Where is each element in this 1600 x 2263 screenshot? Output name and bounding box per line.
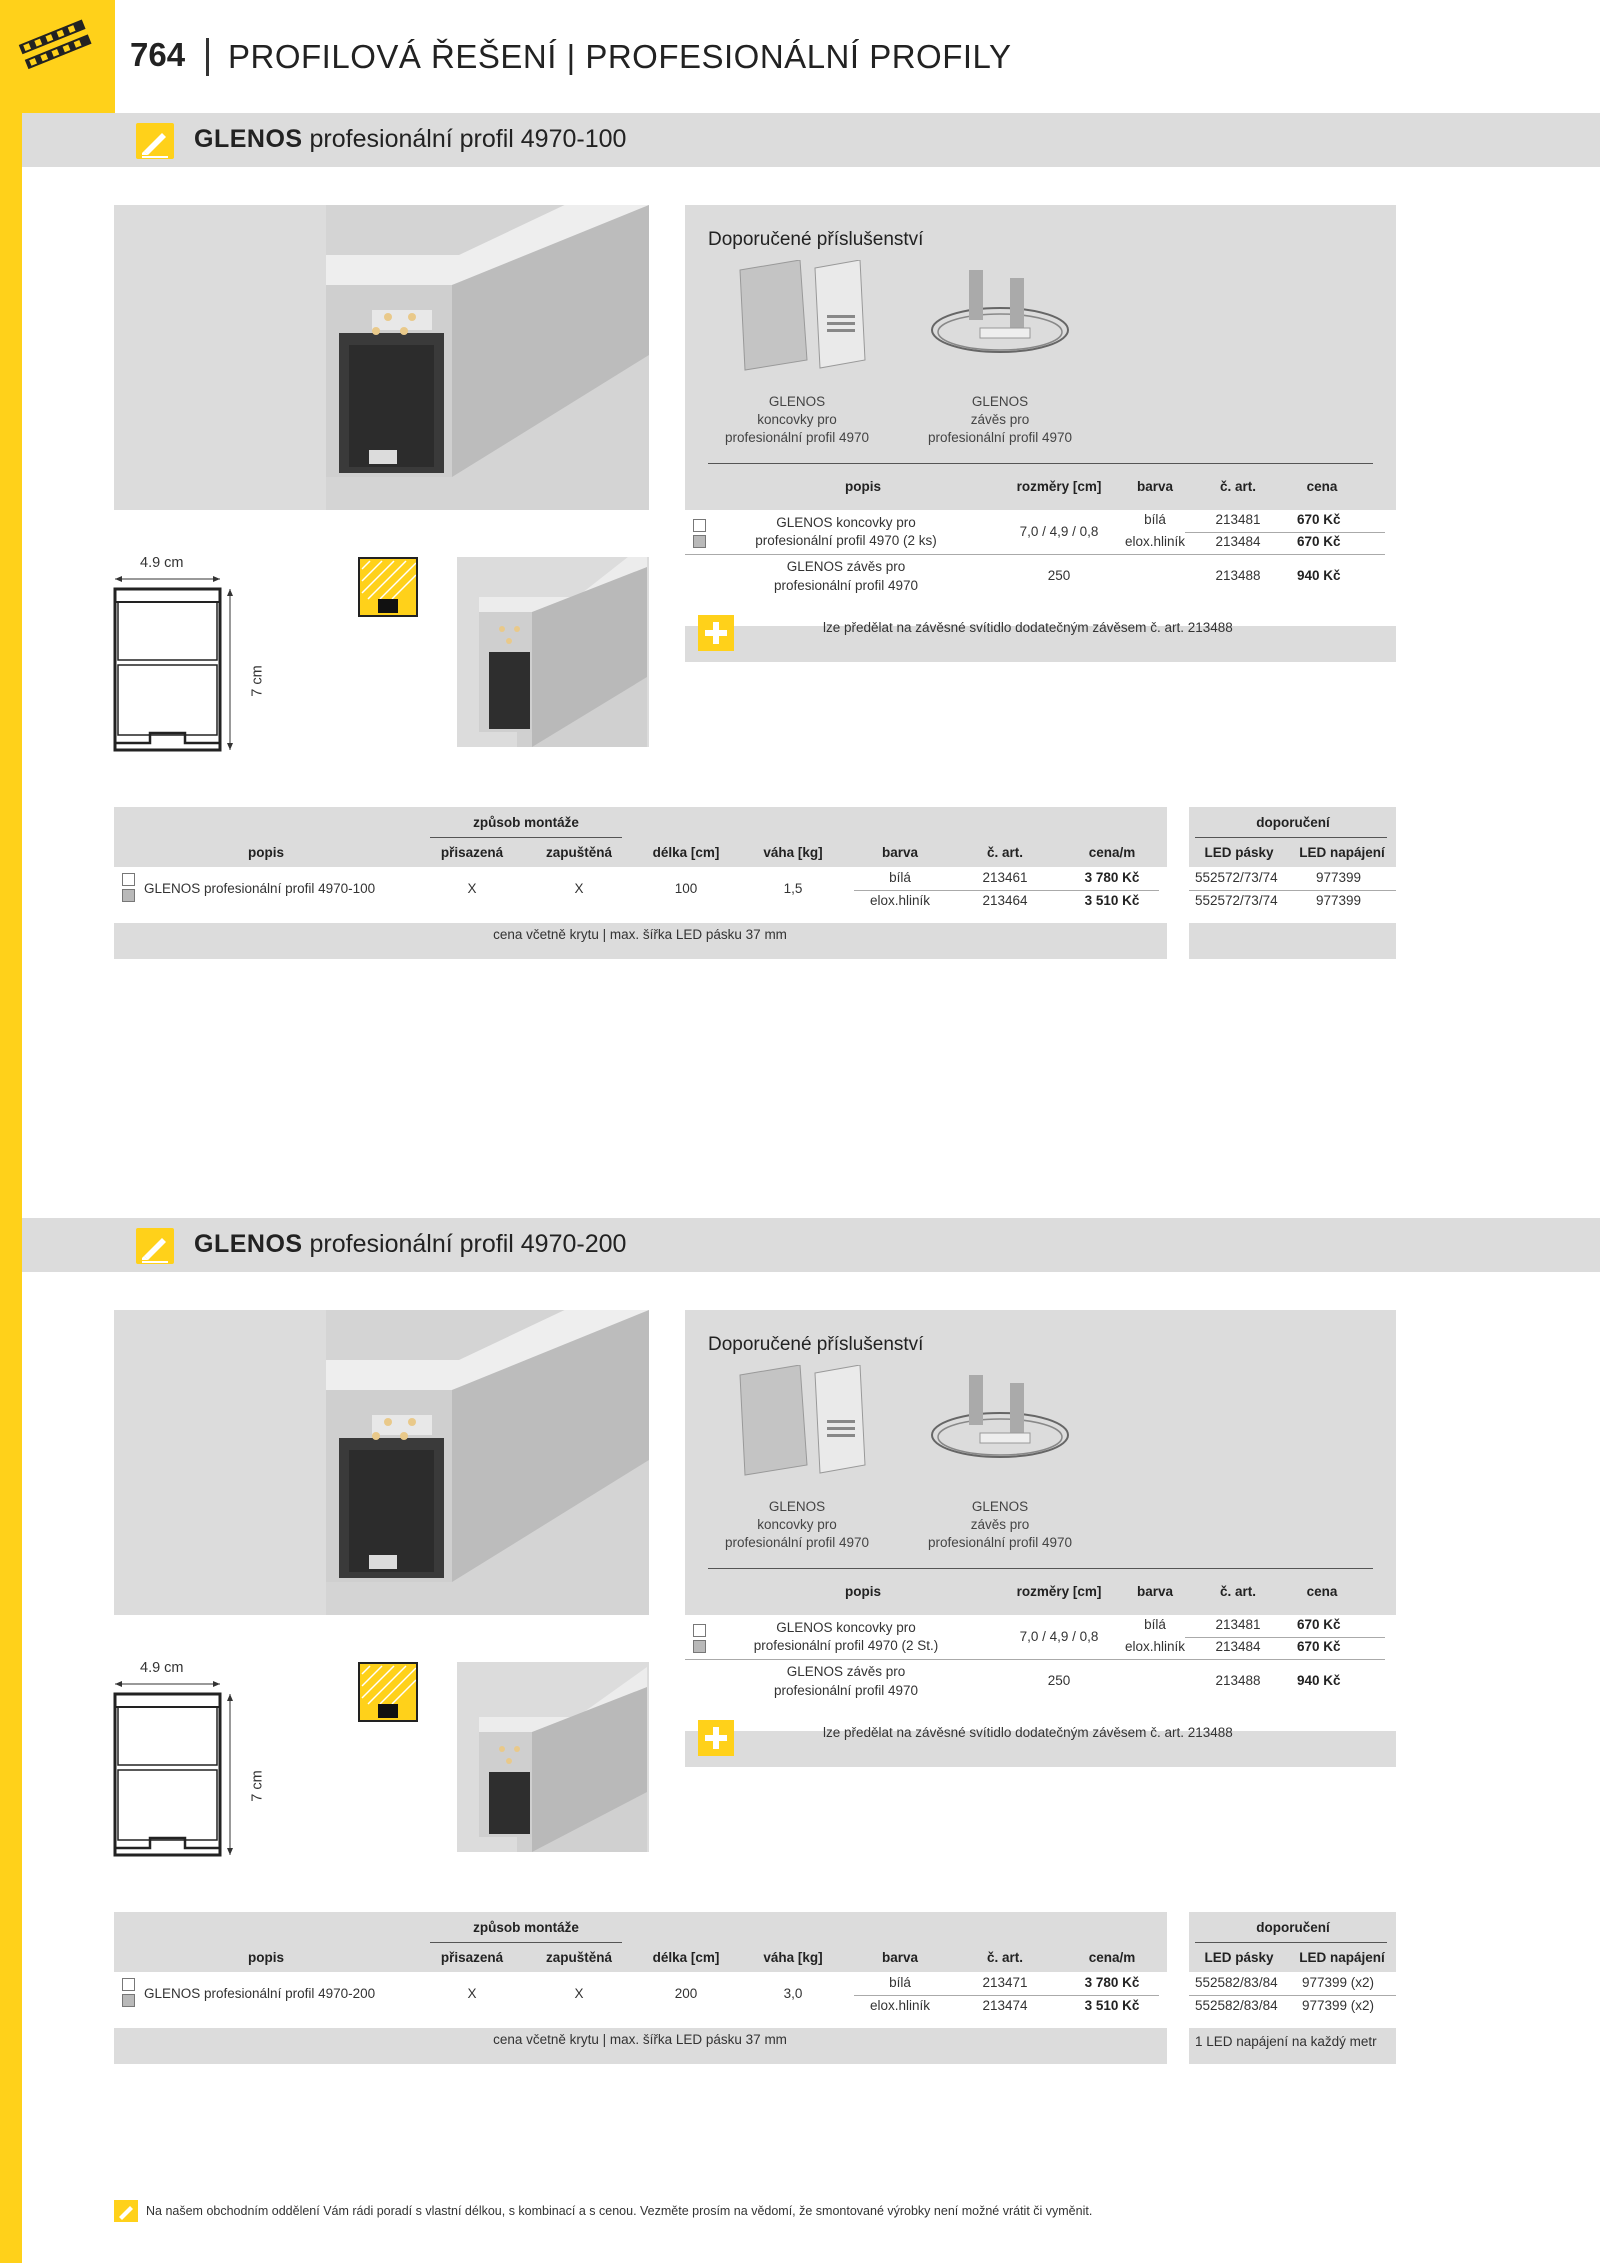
price-value: 3 510 Kč (1084, 1998, 1140, 2013)
row-1-cena: 670 Kč (1297, 1639, 1341, 1654)
col-header-cena: cena/m (1088, 1950, 1136, 1965)
caption-line: profesionální profil 4970 (724, 1535, 870, 1550)
section-title (194, 1230, 626, 1259)
col-header-zapustena: zapuštěná (545, 845, 613, 860)
brand-name: GLENOS (194, 125, 303, 153)
row-1-popis: GLENOS koncovky pro (776, 515, 916, 530)
col-header-art: č. art. (986, 845, 1024, 860)
row-2-popis: profesionální profil 4970 (773, 578, 919, 593)
product-name: GLENOS profesionální profil 4970-200 (144, 1986, 376, 2001)
recommend-note: 1 LED napájení na každý metr (1195, 2034, 1377, 2049)
section-title-band (22, 1218, 1600, 1272)
note-art: č. art. 213488 (1150, 1725, 1233, 1740)
variant-swatch-aluminium (693, 1640, 706, 1653)
led-strip-value: 552582/83/84 (1195, 1998, 1278, 2013)
mount-surface-value: X (467, 1986, 477, 2001)
col-header-barva: barva (1136, 1584, 1174, 1599)
brand-name: GLENOS (194, 1230, 303, 1258)
col-header-vaha: váha [kg] (763, 1950, 823, 1965)
product-title: profesionální profil 4970-100 (309, 125, 627, 153)
divider (430, 837, 622, 838)
row-divider (1189, 890, 1396, 891)
caption-line: koncovky pro (757, 1517, 837, 1532)
length-value: 100 (674, 881, 698, 896)
accessory-caption-2 (928, 1498, 1072, 1552)
product-note: cena včetně krytu | max. šířka LED pásku 37 mm (493, 927, 787, 942)
row-2-cena: 940 Kč (1297, 1673, 1341, 1688)
col-header-led-driver: LED napájení (1299, 1950, 1385, 1965)
footer-note: Na našem obchodním oddělení Vám rádi poradí s vlastní délkou, s kombinací a s cenou. Vezměte prosím na vědomí, že smontované výrobky není možné vrátit či vyměnit. (146, 2204, 1093, 2218)
colour-value: bílá (889, 870, 911, 885)
variant-swatch-aluminium (693, 535, 706, 548)
row-2-rozmery: 250 (1047, 1673, 1071, 1688)
suspension-wire-image (925, 1365, 1075, 1485)
accessories-table (685, 1575, 1396, 1767)
variant-swatch-aluminium (122, 1994, 135, 2007)
divider (708, 1568, 1373, 1569)
price-value: 3 510 Kč (1084, 893, 1140, 908)
col-header-cena: cena/m (1088, 845, 1136, 860)
colour-value: elox.hliník (869, 1998, 931, 2013)
mount-recessed-value: X (574, 1986, 584, 2001)
col-header-cena: cena (1306, 479, 1338, 494)
mount-group-header: způsob montáže (473, 815, 579, 830)
divider (1195, 837, 1387, 838)
col-header-popis: popis (845, 1584, 881, 1599)
caption-line: koncovky pro (757, 412, 837, 427)
recommendation-table (1189, 807, 1396, 959)
accessories-heading: Doporučené příslušenství (708, 229, 924, 250)
col-header-prisazena: přisazená (440, 845, 504, 860)
caption-line: GLENOS (971, 394, 1029, 409)
caption-line: GLENOS (971, 1499, 1029, 1514)
row-divider (685, 1659, 1385, 1660)
product-photo (114, 1310, 649, 1615)
dimension-width: 4.9 cm (140, 555, 184, 571)
mount-recessed-value: X (574, 881, 584, 896)
row-1-barva: bílá (1144, 1617, 1166, 1632)
col-header-popis: popis (248, 845, 284, 860)
page-number: 764 (130, 36, 186, 73)
accessory-caption-2 (928, 393, 1072, 447)
col-header-popis: popis (248, 1950, 284, 1965)
end-caps-image (735, 1365, 875, 1485)
dimension-height: 7 cm (249, 665, 266, 697)
note-art: č. art. 213488 (1150, 620, 1233, 635)
dimension-width: 4.9 cm (140, 1660, 184, 1676)
variant-swatch-white (693, 519, 706, 532)
footer-pencil-icon (114, 2200, 138, 2222)
cross-section-drawing (110, 555, 270, 755)
accessories-note (823, 1725, 1233, 1740)
row-2-art: 213488 (1215, 568, 1261, 583)
row-1-popis: profesionální profil 4970 (2 St.) (753, 1638, 939, 1653)
product-photo (114, 205, 649, 510)
row-1-rozmery: 7,0 / 4,9 / 0,8 (1019, 1629, 1099, 1644)
col-header-popis: popis (845, 479, 881, 494)
page-title: PROFILOVÁ ŘEŠENÍ | PROFESIONÁLNÍ PROFILY (228, 38, 1012, 75)
row-1-popis: GLENOS koncovky pro (776, 1620, 916, 1635)
variant-swatch-white (693, 1624, 706, 1637)
weight-value: 1,5 (783, 881, 803, 896)
col-header-delka: délka [cm] (652, 1950, 720, 1965)
section-title (194, 125, 626, 154)
colour-value: bílá (889, 1975, 911, 1990)
row-1-popis: profesionální profil 4970 (2 ks) (755, 533, 937, 548)
product-note: cena včetně krytu | max. šířka LED pásku 37 mm (493, 2032, 787, 2047)
price-value: 3 780 Kč (1084, 870, 1140, 885)
accessory-caption-1 (725, 1498, 869, 1552)
accessories-heading: Doporučené příslušenství (708, 1334, 924, 1355)
led-driver-value: 977399 (x2) (1302, 1975, 1375, 1990)
accessories-table (685, 470, 1396, 662)
col-header-barva: barva (881, 845, 919, 860)
end-caps-image (735, 260, 875, 380)
led-strip-value: 552572/73/74 (1195, 893, 1278, 908)
product-table (114, 807, 1167, 959)
article-number: 213471 (982, 1975, 1028, 1990)
suspension-wire-image (925, 260, 1075, 380)
col-header-rozmery: rozměry [cm] (1016, 479, 1102, 494)
led-strip-value: 552582/83/84 (1195, 1975, 1278, 1990)
product-title: profesionální profil 4970-200 (309, 1230, 627, 1258)
mount-surface-value: X (467, 881, 477, 896)
led-driver-value: 977399 (1316, 893, 1362, 908)
product-photo-small (457, 557, 649, 747)
caption-line: závěs pro (970, 1517, 1030, 1532)
row-divider (854, 890, 1159, 891)
length-value: 200 (674, 1986, 698, 2001)
weight-value: 3,0 (783, 1986, 803, 2001)
row-divider (1189, 1995, 1396, 1996)
col-header-art: č. art. (1219, 1584, 1257, 1599)
variant-swatch-white (122, 1978, 135, 1991)
led-driver-value: 977399 (1316, 870, 1362, 885)
note-text: lze předělat na závěsné svítidlo dodatečným závěsem (823, 1725, 1147, 1740)
row-2-cena: 940 Kč (1297, 568, 1341, 583)
article-number: 213474 (982, 1998, 1028, 2013)
caption-line: GLENOS (768, 1499, 826, 1514)
row-1-barva: bílá (1144, 512, 1166, 527)
col-header-delka: délka [cm] (652, 845, 720, 860)
row-2-popis: GLENOS závěs pro (786, 1664, 906, 1679)
pencil-ruler-icon (136, 123, 174, 159)
row-1-barva: elox.hliník (1124, 1639, 1186, 1654)
accessories-note (823, 620, 1233, 635)
section-title-band (22, 113, 1600, 167)
cross-section-drawing (110, 1660, 270, 1860)
product-table (114, 1912, 1167, 2064)
col-header-barva: barva (1136, 479, 1174, 494)
caption-line: závěs pro (970, 412, 1030, 427)
col-header-vaha: váha [kg] (763, 845, 823, 860)
recommend-heading: doporučení (1256, 1920, 1330, 1935)
col-header-art: č. art. (986, 1950, 1024, 1965)
pencil-ruler-icon (136, 1228, 174, 1264)
recommendation-table (1189, 1912, 1396, 2064)
variant-swatch-white (122, 873, 135, 886)
row-1-art: 213484 (1215, 534, 1261, 549)
divider (708, 463, 1373, 464)
row-2-popis: GLENOS závěs pro (786, 559, 906, 574)
product-section-2 (0, 1105, 1600, 2105)
led-strip-value: 552572/73/74 (1195, 870, 1278, 885)
row-1-cena: 670 Kč (1297, 512, 1341, 527)
col-header-prisazena: přisazená (440, 1950, 504, 1965)
col-header-cena: cena (1306, 1584, 1338, 1599)
product-photo-small (457, 1662, 649, 1852)
row-1-cena: 670 Kč (1297, 534, 1341, 549)
caption-line: profesionální profil 4970 (724, 430, 870, 445)
plus-icon (698, 1720, 734, 1756)
row-1-barva: elox.hliník (1124, 534, 1186, 549)
caption-line: profesionální profil 4970 (927, 1535, 1073, 1550)
col-header-led-strip: LED pásky (1204, 845, 1274, 860)
variant-swatch-aluminium (122, 889, 135, 902)
col-header-led-driver: LED napájení (1299, 845, 1385, 860)
row-divider (1185, 532, 1385, 533)
row-2-rozmery: 250 (1047, 568, 1071, 583)
diffuser-type-icon (358, 557, 418, 617)
col-header-zapustena: zapuštěná (545, 1950, 613, 1965)
divider (430, 1942, 622, 1943)
row-1-rozmery: 7,0 / 4,9 / 0,8 (1019, 524, 1099, 539)
col-header-led-strip: LED pásky (1204, 1950, 1274, 1965)
recommend-heading: doporučení (1256, 815, 1330, 830)
article-number: 213464 (982, 893, 1028, 908)
mount-group-header: způsob montáže (473, 1920, 579, 1935)
row-divider (1185, 1637, 1385, 1638)
dimension-height: 7 cm (249, 1770, 266, 1802)
price-value: 3 780 Kč (1084, 1975, 1140, 1990)
col-header-art: č. art. (1219, 479, 1257, 494)
row-2-art: 213488 (1215, 1673, 1261, 1688)
product-name: GLENOS profesionální profil 4970-100 (144, 881, 376, 896)
accessory-caption-1 (725, 393, 869, 447)
plus-icon (698, 615, 734, 651)
row-1-cena: 670 Kč (1297, 1617, 1341, 1632)
led-driver-value: 977399 (x2) (1302, 1998, 1375, 2013)
row-1-art: 213484 (1215, 1639, 1261, 1654)
note-text: lze předělat na závěsné svítidlo dodatečným závěsem (823, 620, 1147, 635)
row-divider (854, 1995, 1159, 1996)
colour-value: elox.hliník (869, 893, 931, 908)
row-1-art: 213481 (1215, 512, 1261, 527)
row-divider (685, 554, 1385, 555)
caption-line: profesionální profil 4970 (927, 430, 1073, 445)
divider (1195, 1942, 1387, 1943)
article-number: 213461 (982, 870, 1028, 885)
product-section-1 (0, 0, 1600, 1000)
row-2-popis: profesionální profil 4970 (773, 1683, 919, 1698)
col-header-rozmery: rozměry [cm] (1016, 1584, 1102, 1599)
diffuser-type-icon (358, 1662, 418, 1722)
caption-line: GLENOS (768, 394, 826, 409)
col-header-barva: barva (881, 1950, 919, 1965)
row-1-art: 213481 (1215, 1617, 1261, 1632)
